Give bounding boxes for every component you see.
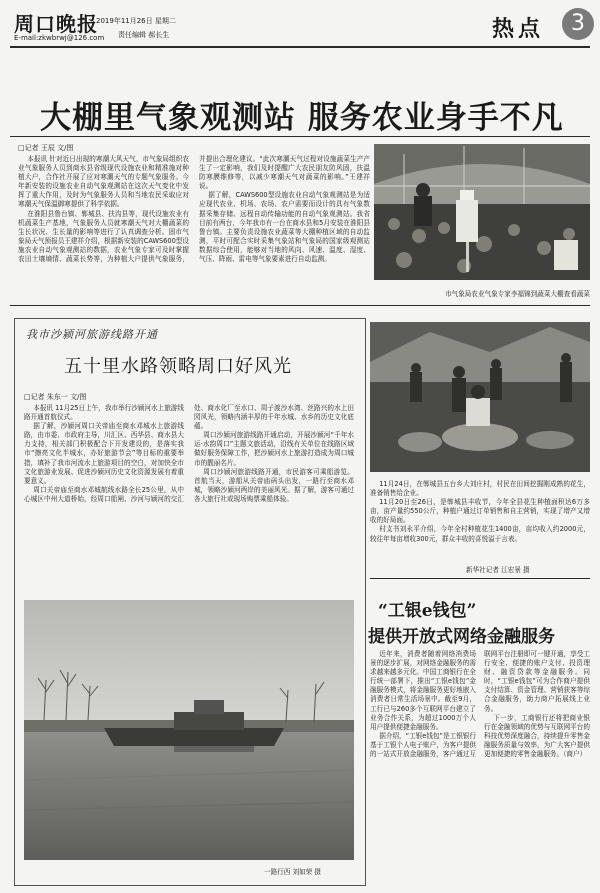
article2-kicker: 我市沙颍河旅游线路开通	[26, 328, 158, 341]
peanut-caption-paragraph: 村支书刘永平介绍，今年全村种植花生1400亩，亩均收入约2000元，较往年每亩增收300元，群众丰收的喜悦溢于言表。	[370, 525, 590, 543]
article1-paragraph: 在淮阳县鲁台镇、郸城县、扶沟县等，现代设施农业有机蔬菜生产基地，气象服务人员就寒潮天气对大棚蔬菜的生长状况、生长量的影响等进行了认真调查分析。固市气象局天气预报员王建祥介绍，根据新安装的CAWS600型设施农业自动气象观测站的数据，农业气象专家可及时掌握农田土壤墒情、蔬菜长势等，为种植大户提供气象服务，并提出合理化建议。“此次寒潮天气过程对设施蔬菜生产产生了一定影响，我们及时提醒广大农民朋友防风固，扶温防寒膜维修等，以减少寒潮天气对蔬菜的影响。”王建祥说。	[18, 155, 370, 264]
article2-paragraph: 周口沙颍河旅游线路开通启动，开展沙颍河“千年水运·水韵周口”主题文旅活动，沿线有关单位在线路区域做好服务保障工作，把沙颍河水上旅游打造成为周口城市的靓丽名片。	[194, 431, 354, 467]
ad-paragraph: 据介绍，“工银e钱包”是工银银行基于工银个人电子账户，为客户提供的一站式开放金融服务，客户通过互联网平台注册即可一键开通，享受工行安全、便捷的账户支付、投资理财、融资贷款等金融服务。同时，“工银e钱包”可为合作商户提供支付结算、资金管理、营销获客等综合金融服务，助力商户拓展线上业务。	[370, 650, 590, 759]
ad-body	[370, 650, 590, 886]
article1-paragraph: 本报讯 针对近日出现的寒潮大风天气，市气象局组织农业气象服务人员到商水县省级现代设施农业和精准施对种植大户，合作社开展了应对寒潮天气的专题气象服务。今年新安装的设施农业自动气象观测站在这次天气变化中发挥了重大作用，及时为气象服务人员和当地农民采取应对寒潮天气保温御寒提供了科学依据。	[18, 155, 189, 209]
headline-rule	[10, 136, 590, 137]
river-boat-photo	[24, 600, 354, 860]
article2-body	[24, 404, 354, 584]
ad-paragraph: 下一步，工商银行还将把商业银行在金融领域的优势与互联网平台的科技优势深度融合，持续提升零售金融服务质量与效率，为广大客户提供更加便捷的零售金融服务。（商户）	[484, 713, 590, 759]
masthead-editor: 责任编辑 郝长生	[118, 31, 170, 39]
ad-title-service: 提供开放式网络金融服务	[368, 627, 555, 647]
greenhouse-photo	[374, 144, 590, 280]
peanut-caption-paragraph: 11月24日，在郸城县五台乡大刘庄村，村民在田间挖掘刚成熟的花生，准备销售给企业。	[370, 480, 590, 498]
ad-divider	[370, 578, 590, 579]
peanut-caption-text	[370, 480, 590, 562]
article2-byline: □记者 朱东一 文/图	[24, 393, 87, 401]
newspaper-logo: 周口晚报	[14, 12, 98, 36]
masthead-email: E-mail:zkwbrwj@126.com	[14, 34, 105, 42]
section-divider	[10, 305, 590, 306]
article1-headline: 大棚里气象观测站 服务农业身手不凡	[40, 100, 564, 136]
masthead-rule	[10, 46, 590, 48]
article2-paragraph: 周口沙颍河旅游线路开通，市民游客可乘船游览。首航当天，游船从关帝庙码头出发，一路行至商水邓城，领略沙颍河两岸的美丽风光。据了解，游客可通过各大旅行社或现场购票乘船体验。	[194, 467, 354, 503]
article1-paragraph: 据了解，CAWS600型设施农业自动气象观测站是为适应现代农业、机场、农场、农户需要而设计的具有气象数据采集存储、远程自动传输功能的自动气象观测站。我省目前有两台，今年我市有一台在商水县和5月安装在淮阳县鲁台镇。主要负责设施农业蔬菜等大棚种植区域的自动监测，平时可配合实时采集气象站和气象局的国家级观测站数据综合使用，能够对当地的风向、风速、温度、湿度、气压、降雨、雷电等气象要素进行自动监测。	[199, 191, 370, 264]
masthead-date: 2019年11月26日 星期二	[96, 17, 176, 25]
article1-byline: □记者 王辰 文/图	[18, 144, 74, 152]
article2-paragraph: 本报讯 11月25日上午，我市举行沙颍河水上旅游线路开通首航仪式。	[24, 404, 184, 422]
greenhouse-photo-caption: 市气象局农业气象专家李福锦到蔬菜大棚查看蔬菜	[444, 290, 590, 298]
ad-title-product: “工银e钱包”	[378, 601, 477, 621]
river-photo-caption: 一路行西 刘如荣 摄	[264, 868, 321, 876]
peanut-caption-paragraph: 11月20日至26日，是郸城县丰收节，今年全县花生种植面积达6万多亩，亩产量约550公斤，种植户通过订单销售和自主营销，实现了增产又增收的好局面。	[370, 498, 590, 525]
section-name: 热点	[492, 16, 545, 42]
peanut-harvest-photo	[370, 322, 590, 472]
page-number-badge: 3	[562, 8, 594, 40]
article2-paragraph: 据了解，沙颍河周口关帝庙至商水邓城水上旅游线路，由市委、市政府主导，川汇区、西华县、商水县大力支持，相关部门积极配合下开发建设的，是落实我市“擦亮文化半城水，办好旅游节会”等目标的重要举措，填补了我市河流水上旅游项目的空白，对加快全市文化旅游业发展、促进沙颍河历史文化资源发展有着重要意义。	[24, 422, 184, 485]
ad-paragraph: 近年来，消费者随着网络消费场景的逐步扩展，对网络金融服务的需求越来越多元化。中国工商银行在全行统一部署下，推出“工银e钱包”金融服务模式，将金融服务更好地嵌入消费者日常生活场景中。截至9月，工行已与260多个互联网平台建立了业务合作关系，为超过1000万个人用户提供便捷金融服务。	[370, 650, 476, 731]
article1-body	[18, 155, 370, 305]
peanut-photo-credit: 新华社记者 江宏景 摄	[466, 566, 530, 574]
article2-paragraph: 周口关帝庙至商水邓城航线水路全长25公里，从中心城区中州大道桥始，经周口船闸、沙河与颍河的交汇处、商水化厂至水口、周子渡沙水湾、丝路兴的水上田园风光，领略内涵丰厚的千年水城、水乡的历史文化底蕴。	[24, 404, 354, 503]
article2-headline: 五十里水路领略周口好风光	[64, 356, 292, 377]
